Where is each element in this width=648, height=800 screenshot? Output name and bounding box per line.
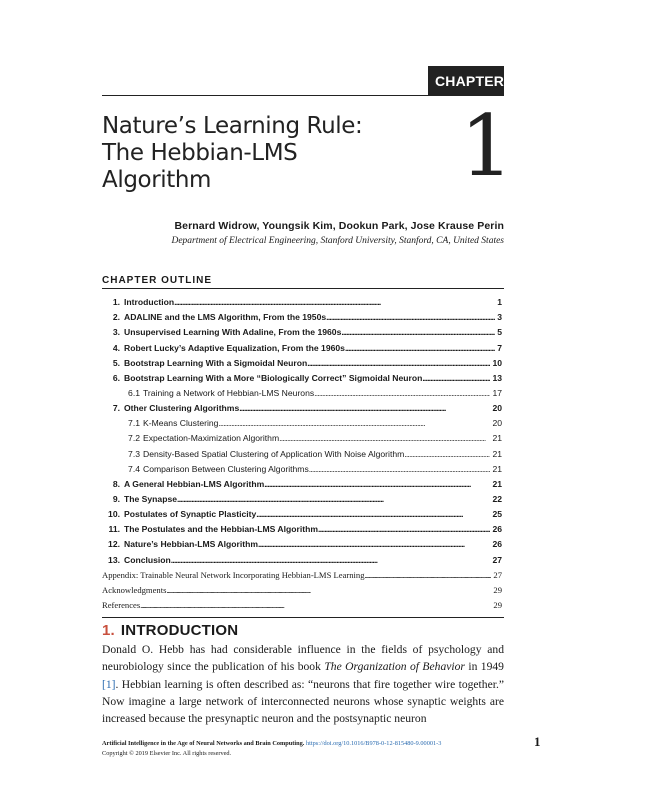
toc-entry-leader (177, 493, 490, 505)
toc-entry[interactable] (102, 293, 502, 308)
toc-entry[interactable] (102, 520, 502, 535)
footer (102, 739, 512, 759)
toc-entry-leader (422, 372, 490, 384)
toc-entry-title: ADALINE and the LMS Algorithm, From the 1950s (124, 312, 327, 323)
toc-entry-page: 27 (493, 569, 502, 580)
toc-entry-page: 21 (492, 463, 502, 474)
toc-entry-leader (218, 417, 490, 429)
toc-entry[interactable] (102, 323, 502, 338)
toc-entry-page: 3 (497, 312, 502, 323)
toc-entry-page: 21 (492, 448, 502, 459)
toc-entry-title: Other Clustering Algorithms (124, 403, 240, 414)
chapter-number: 1 (460, 97, 514, 195)
paragraph-text-3: . Hebbian learning is often described as: “neurons that fire together wire together.” Now imagine a large network of interconnected neurons whose synaptic weights are increased because the presynaptic neuron and the postsynaptic neuron (102, 677, 504, 726)
toc-entry-page: 25 (492, 509, 502, 520)
toc-entry-number: 5. (112, 357, 120, 368)
toc-entry[interactable] (102, 596, 502, 611)
toc-entry-number: 7.4 (128, 463, 140, 474)
paragraph-text-1: Donald O. Hebb has had considerable influence in the fields of psychology and neurobiology since the publication of his book (102, 643, 504, 674)
citation-link[interactable]: [1] (102, 677, 116, 691)
toc-entry-number: 7.3 (128, 448, 140, 459)
toc-entry-leader (264, 478, 490, 490)
toc-entry[interactable] (102, 399, 502, 414)
toc-entry-title: The Postulates and the Hebbian-LMS Algorithm (124, 524, 319, 535)
toc-entry-leader (309, 463, 491, 475)
toc-entry-title: Comparison Between Clustering Algorithms (143, 463, 309, 474)
affiliation: Department of Electrical Engineering, Stanford University, Stanford, CA, United States (171, 236, 504, 246)
outline-heading: CHAPTER OUTLINE (102, 275, 212, 286)
page-number: 1 (534, 734, 541, 749)
toc-entry-title: Training a Network of Hebbian-LMS Neurons (143, 387, 315, 398)
toc-entry[interactable] (102, 354, 502, 369)
toc-entry-page: 13 (492, 372, 502, 383)
toc-entry-title: Bootstrap Learning With a Sigmoidal Neuron (124, 357, 308, 368)
toc-entry-title: The Synapse (124, 493, 178, 504)
toc-entry-title: Appendix: Trainable Neural Network Incorporating Hebbian-LMS Learning (102, 569, 365, 580)
toc-entry[interactable] (102, 414, 502, 429)
authors: Bernard Widrow, Youngsik Kim, Dookun Park, Jose Krause Perin (174, 220, 504, 232)
toc-entry-title: Conclusion (124, 554, 171, 565)
toc-entry[interactable] (102, 338, 502, 353)
toc-entry-page: 26 (492, 539, 502, 550)
toc-entry-page: 29 (493, 584, 502, 595)
toc-entry-leader (307, 357, 490, 369)
toc-entry-title: K-Means Clustering (143, 418, 219, 429)
toc-entry-leader (318, 523, 490, 535)
toc-entry-number: 2. (112, 312, 120, 323)
toc-entry-number: 6. (112, 372, 120, 383)
table-of-contents (102, 293, 502, 611)
section-rule (102, 617, 504, 618)
toc-entry-leader (258, 538, 490, 550)
chapter-title (102, 113, 442, 194)
toc-entry[interactable] (102, 535, 502, 550)
toc-entry-page: 20 (492, 403, 502, 414)
section-heading (102, 622, 238, 639)
toc-entry-page: 29 (493, 599, 502, 610)
toc-entry-title: References (102, 599, 141, 610)
toc-entry-leader (365, 569, 492, 581)
toc-entry-leader (326, 311, 495, 323)
toc-entry-page: 5 (497, 327, 502, 338)
toc-entry-number: 4. (112, 342, 120, 353)
toc-entry-page: 21 (492, 433, 502, 444)
toc-entry-leader (256, 508, 490, 520)
toc-entry[interactable] (102, 475, 502, 490)
toc-entry-page: 10 (492, 357, 502, 368)
toc-entry-title: A General Hebbian-LMS Algorithm (124, 478, 265, 489)
section-number: 1. (102, 622, 115, 639)
toc-entry-page: 17 (492, 387, 502, 398)
toc-entry-title: Acknowledgments (102, 584, 167, 595)
toc-entry[interactable] (102, 581, 502, 596)
chapter-header-rule (102, 95, 504, 96)
toc-entry[interactable] (102, 429, 502, 444)
toc-entry-number: 7.1 (128, 418, 140, 429)
toc-entry-page: 20 (492, 418, 502, 429)
paragraph-text-2: in 1949 (464, 660, 504, 674)
toc-entry-leader (174, 296, 495, 308)
toc-entry-number: 12. (108, 539, 120, 550)
toc-entry-title: Nature’s Hebbian-LMS Algorithm (124, 539, 259, 550)
toc-entry-number: 7.2 (128, 433, 140, 444)
chapter-title-line-2: The Hebbian-LMS (102, 140, 298, 166)
toc-entry-title: Expectation-Maximization Algorithm (143, 433, 280, 444)
toc-entry-number: 7. (112, 403, 120, 414)
toc-entry[interactable] (102, 566, 502, 581)
toc-entry-title: Postulates of Synaptic Plasticity (124, 509, 257, 520)
toc-entry[interactable] (102, 490, 502, 505)
toc-entry-leader (166, 584, 491, 596)
chapter-title-line-3: Algorithm (102, 167, 212, 193)
toc-entry-number: 11. (108, 524, 120, 535)
footer-copyright: Copyright © 2019 Elsevier Inc. All rights reserved. (102, 750, 232, 757)
toc-entry-title: Unsupervised Learning With Adaline, From the 1960s (124, 327, 342, 338)
toc-entry-page: 21 (492, 478, 502, 489)
footer-line-1 (102, 739, 512, 749)
toc-entry-number: 8. (112, 478, 120, 489)
toc-entry[interactable] (102, 550, 502, 565)
toc-entry-leader (345, 342, 495, 354)
outline-rule (102, 288, 504, 289)
toc-entry-number: 6.1 (128, 387, 140, 398)
toc-entry-leader (239, 402, 490, 414)
toc-entry-leader (314, 387, 490, 399)
toc-entry-number: 9. (112, 493, 120, 504)
toc-entry-number: 10. (108, 509, 120, 520)
toc-entry-title: Introduction (124, 297, 175, 308)
footer-book-title: Artificial Intelligence in the Age of Neural Networks and Brain Computing. (102, 740, 305, 747)
toc-entry[interactable] (102, 444, 502, 459)
section-title: INTRODUCTION (120, 622, 239, 639)
toc-entry-page: 26 (492, 524, 502, 535)
toc-entry[interactable] (102, 384, 502, 399)
body-paragraph (102, 641, 504, 727)
toc-entry[interactable] (102, 505, 502, 520)
toc-entry-leader (171, 554, 491, 566)
toc-entry-title: Density-Based Spatial Clustering of Application With Noise Algorithm (143, 448, 405, 459)
toc-entry[interactable] (102, 460, 502, 475)
toc-entry-title: Bootstrap Learning With a More “Biologically Correct” Sigmoidal Neuron (124, 372, 423, 383)
toc-entry-number: 13. (108, 554, 120, 565)
toc-entry[interactable] (102, 369, 502, 384)
book-title: The Organization of Behavior (324, 660, 465, 674)
toc-entry-number: 1. (112, 297, 120, 308)
toc-entry[interactable] (102, 308, 502, 323)
toc-entry-page: 27 (492, 554, 502, 565)
chapter-title-line-1: Nature’s Learning Rule: (102, 113, 363, 139)
toc-entry-leader (140, 599, 491, 611)
doi-link[interactable]: https://doi.org/10.1016/B978-0-12-815480-9.00001-3 (305, 740, 442, 747)
toc-entry-page: 7 (497, 342, 502, 353)
toc-entry-leader (279, 432, 490, 444)
toc-entry-page: 1 (497, 297, 502, 308)
toc-entry-number: 3. (112, 327, 120, 338)
toc-entry-page: 22 (492, 493, 502, 504)
toc-entry-title: Robert Lucky’s Adaptive Equalization, From the 1960s (124, 342, 345, 353)
toc-entry-leader (404, 448, 490, 460)
toc-entry-leader (341, 326, 495, 338)
chapter-label: CHAPTER (428, 66, 504, 95)
